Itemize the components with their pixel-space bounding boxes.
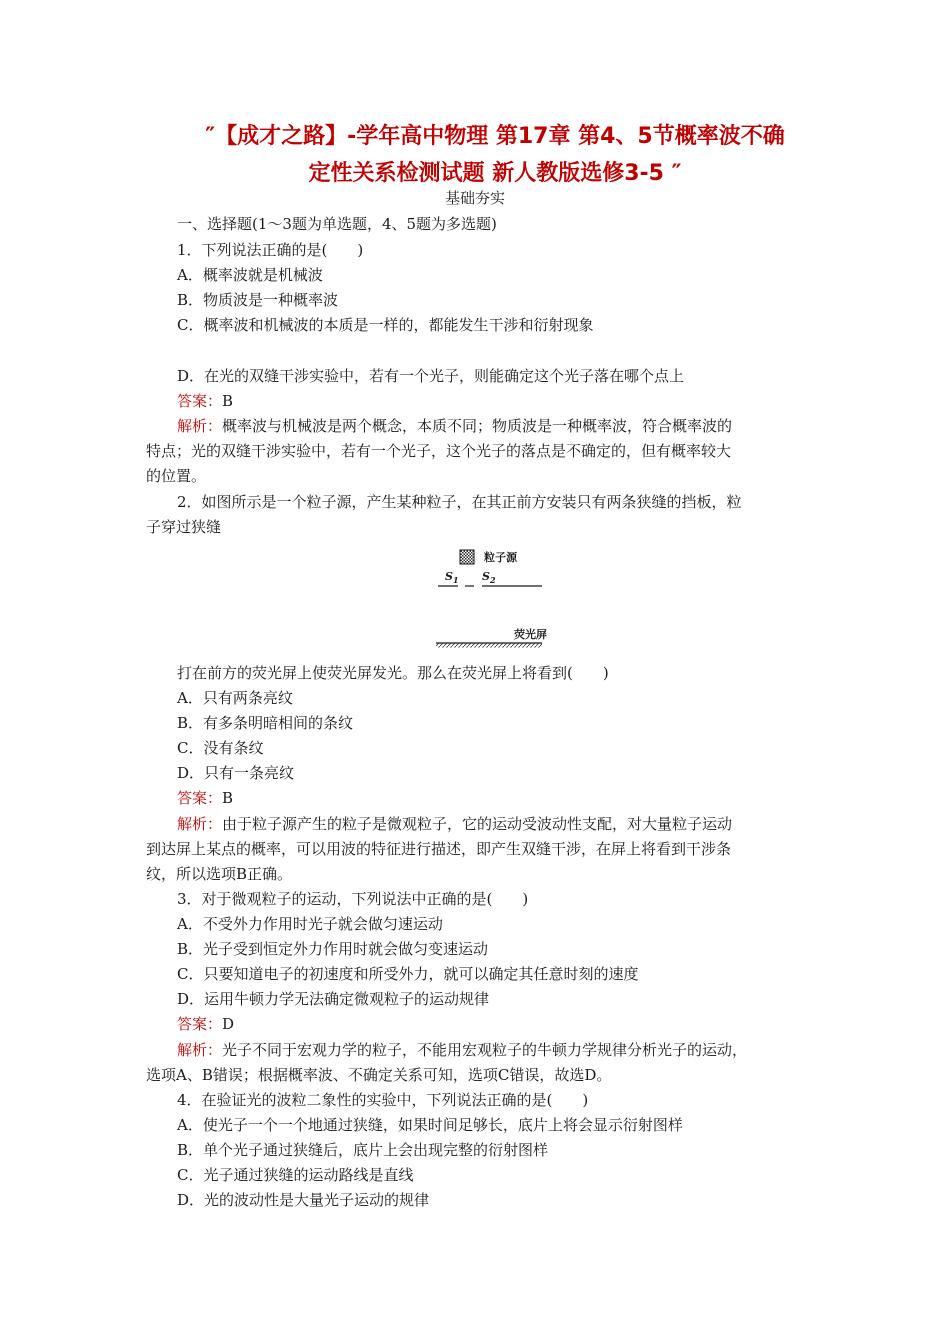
- q1-option-a: A．概率波就是机械波: [177, 266, 323, 284]
- screen-label: 荧光屏: [514, 628, 547, 641]
- screen-hatching: [436, 644, 542, 648]
- q2-answer: [177, 786, 233, 810]
- q3-option-a: A．不受外力作用时光子就会做匀速运动: [177, 915, 443, 933]
- analysis-text: 概率波与机械波是两个概念，本质不同；物质波是一种概率波，符合概率波的: [222, 417, 733, 435]
- q2-stem-line-1: 2．如图所示是一个粒子源，产生某种粒子，在其正前方安装只有两条狭缝的挡板，粒: [177, 493, 742, 511]
- analysis-text: 光子不同于宏观力学的粒子，不能用宏观粒子的牛顿力学规律分析光子的运动，: [222, 1041, 748, 1059]
- q4-stem: 4．在验证光的波粒二象性的实验中，下列说法正确的是( ): [177, 1091, 589, 1109]
- q2-analysis-line-3: 纹，所以选项B正确。: [146, 865, 293, 883]
- answer-value: B: [222, 392, 234, 410]
- q2-option-c: C．没有条纹: [177, 739, 264, 757]
- analysis-label: 解析：: [177, 815, 223, 833]
- q4-option-c: C．光子通过狭缝的运动路线是直线: [177, 1166, 414, 1184]
- q3-stem: 3．对于微观粒子的运动，下列说法中正确的是( ): [177, 890, 529, 908]
- slit-2-label: $S_2$: [482, 570, 496, 585]
- q3-analysis-line-2: 选项A、B错误；根据概率波、不确定关系可知，选项C错误，故选D。: [146, 1066, 612, 1084]
- q2-option-d: D．只有一条亮纹: [177, 764, 295, 782]
- particle-source-icon: [460, 550, 474, 564]
- title-line-2: 定性关系检测试题 新人教版选修3-5 ″: [308, 161, 682, 186]
- answer-value: D: [222, 1015, 235, 1033]
- q1-stem: 1．下列说法正确的是( ): [177, 241, 364, 259]
- double-slit-diagram: [420, 546, 560, 650]
- double-slit-figure: [420, 546, 560, 650]
- q1-option-b: B．物质波是一种概率波: [177, 291, 339, 309]
- q1-analysis-line-1: [177, 414, 732, 438]
- title-line-1: ″【成才之路】-学年高中物理 第17章 第4、5节概率波不确: [205, 124, 785, 149]
- analysis-text: 由于粒子源产生的粒子是微观粒子，它的运动受波动性支配，对大量粒子运动: [222, 815, 733, 833]
- q3-option-d: D．运用牛顿力学无法确定微观粒子的运动规律: [177, 990, 490, 1008]
- q4-option-b: B．单个光子通过狭缝后，底片上会出现完整的衍射图样: [177, 1141, 549, 1159]
- section-subtitle: 基础夯实: [444, 189, 505, 207]
- q1-analysis-line-3: 的位置。: [146, 467, 207, 485]
- answer-label: 答案：: [177, 789, 223, 807]
- q4-option-a: A．使光子一个一个地通过狭缝，如果时间足够长，底片上将会显示衍射图样: [177, 1116, 683, 1134]
- q2-analysis-line-1: [177, 812, 732, 836]
- section-heading: 一、选择题(1～3题为单选题，4、5题为多选题): [177, 215, 497, 233]
- analysis-label: 解析：: [177, 417, 223, 435]
- q3-option-b: B．光子受到恒定外力作用时就会做匀变速运动: [177, 940, 489, 958]
- slit-1-label: $S_1$: [445, 570, 459, 585]
- q4-option-d: D．光的波动性是大量光子运动的规律: [177, 1191, 430, 1209]
- answer-label: 答案：: [177, 1015, 223, 1033]
- q1-option-c: C．概率波和机械波的本质是一样的，都能发生干涉和衍射现象: [177, 316, 594, 334]
- q2-option-b: B．有多条明暗相间的条纹: [177, 714, 354, 732]
- q2-option-a: A．只有两条亮纹: [177, 689, 293, 707]
- q1-option-d: D．在光的双缝干涉实验中，若有一个光子，则能确定这个光子落在哪个点上: [177, 367, 685, 385]
- q3-option-c: C．只要知道电子的初速度和所受外力，就可以确定其任意时刻的速度: [177, 965, 639, 983]
- document-title: [150, 118, 840, 192]
- particle-source-label: 粒子源: [484, 551, 517, 564]
- analysis-label: 解析：: [177, 1041, 223, 1059]
- q2-analysis-line-2: 到达屏上某点的概率，可以用波的特征进行描述，即产生双缝干涉，在屏上将看到干涉条: [146, 840, 732, 858]
- answer-value: B: [222, 789, 234, 807]
- q2-stem-line-3: 打在前方的荧光屏上使荧光屏发光。那么在荧光屏上将看到( ): [177, 664, 609, 682]
- answer-label: 答案：: [177, 392, 223, 410]
- q2-stem-line-2: 子穿过狭缝: [146, 518, 222, 536]
- q3-analysis-line-1: [177, 1038, 747, 1062]
- q1-analysis-line-2: 特点；光的双缝干涉实验中，若有一个光子，这个光子的落点是不确定的，但有概率较大: [146, 442, 732, 460]
- q3-answer: [177, 1012, 234, 1036]
- q1-answer: [177, 389, 233, 413]
